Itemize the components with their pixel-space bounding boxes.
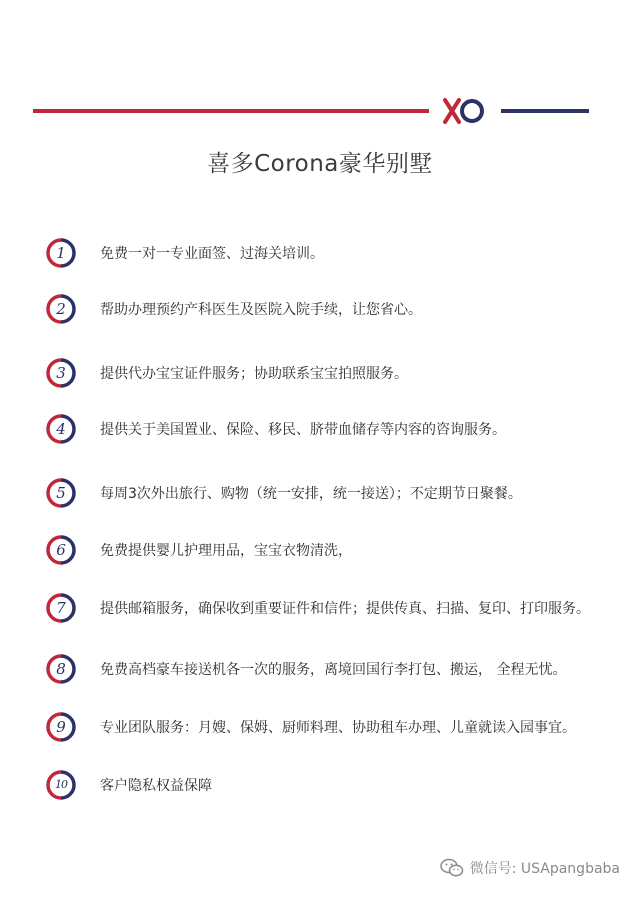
header-rule-left xyxy=(33,109,429,113)
number-badge-icon xyxy=(46,712,76,742)
list-item xyxy=(46,356,408,390)
number-badge-icon xyxy=(46,294,76,324)
list-item xyxy=(46,591,590,625)
watermark xyxy=(440,858,620,878)
number-badge-icon xyxy=(46,478,76,508)
item-number: 3 xyxy=(56,364,66,382)
list-item xyxy=(46,476,522,510)
item-text: 免费一对一专业面签、过海关培训。 xyxy=(100,246,324,262)
list-item xyxy=(46,768,212,802)
wechat-icon xyxy=(440,858,464,878)
item-text: 免费提供婴儿护理用品，宝宝衣物清洗， xyxy=(100,543,352,559)
number-badge-icon xyxy=(46,654,76,684)
number-badge-icon xyxy=(46,535,76,565)
page-title: 喜多Corona豪华别墅 xyxy=(207,151,433,177)
item-text: 专业团队服务：月嫂、保姆、厨师料理、协助租车办理、儿童就读入园事宜。 xyxy=(100,720,576,736)
item-number: 2 xyxy=(56,300,66,318)
item-number: 10 xyxy=(55,778,67,791)
list-item xyxy=(46,412,506,446)
item-number: 9 xyxy=(56,718,66,736)
header-rule-right xyxy=(501,109,589,113)
item-number: 8 xyxy=(56,660,66,678)
list-item xyxy=(46,236,324,270)
item-text: 每周3次外出旅行、购物（统一安排，统一接送）；不定期节日聚餐。 xyxy=(100,486,522,502)
brand-logo-icon xyxy=(441,97,485,125)
item-text: 提供关于美国置业、保险、移民、脐带血储存等内容的咨询服务。 xyxy=(100,422,506,438)
item-text: 免费高档豪车接送机各一次的服务，离境回国行李打包、搬运， 全程无忧。 xyxy=(100,662,567,678)
number-badge-icon xyxy=(46,770,76,800)
item-number: 7 xyxy=(56,599,66,617)
number-badge-icon xyxy=(46,414,76,444)
number-badge-icon xyxy=(46,238,76,268)
item-number: 6 xyxy=(56,541,66,559)
item-text: 提供代办宝宝证件服务；协助联系宝宝拍照服务。 xyxy=(100,366,408,382)
number-badge-icon xyxy=(46,593,76,623)
item-number: 5 xyxy=(56,484,66,502)
item-text: 客户隐私权益保障 xyxy=(100,778,212,794)
item-text: 提供邮箱服务，确保收到重要证件和信件；提供传真、扫描、复印、打印服务。 xyxy=(100,601,590,617)
item-number: 4 xyxy=(56,420,66,438)
list-item xyxy=(46,533,352,567)
list-item xyxy=(46,710,576,744)
list-item xyxy=(46,292,422,326)
item-number: 1 xyxy=(56,244,66,262)
item-text: 帮助办理预约产科医生及医院入院手续，让您省心。 xyxy=(100,302,422,318)
list-item xyxy=(46,652,566,686)
number-badge-icon xyxy=(46,358,76,388)
watermark-text: 微信号: USApangbaba xyxy=(469,861,620,877)
